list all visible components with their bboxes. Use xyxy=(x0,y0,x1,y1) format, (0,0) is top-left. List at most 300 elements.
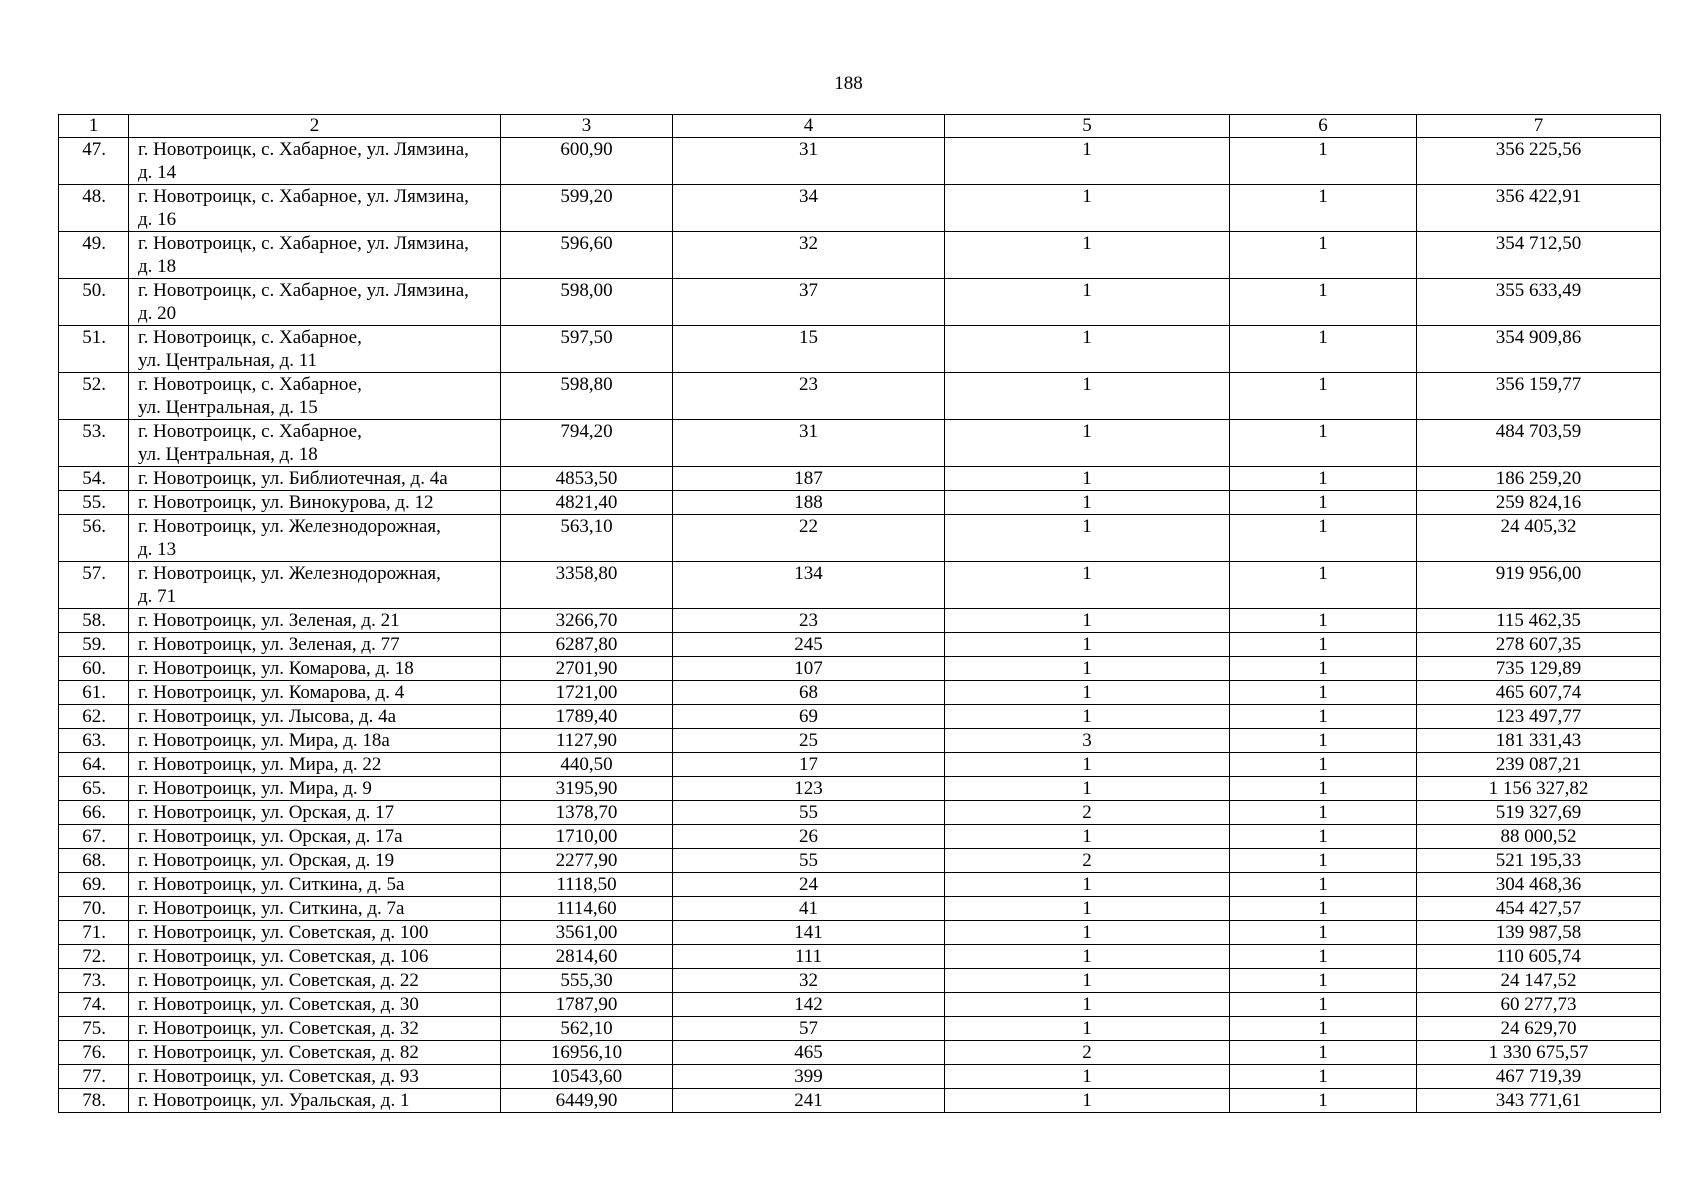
row-number-cell: 61. xyxy=(59,681,129,705)
area-cell: 598,80 xyxy=(501,373,673,420)
row-number-cell: 59. xyxy=(59,633,129,657)
amount-cell: 355 633,49 xyxy=(1417,279,1661,326)
area-cell: 1721,00 xyxy=(501,681,673,705)
table-row xyxy=(59,1089,1661,1113)
column-6-cell: 1 xyxy=(1230,777,1417,801)
column-5-cell: 1 xyxy=(945,138,1230,185)
table-row xyxy=(59,420,1661,467)
table-row xyxy=(59,467,1661,491)
area-cell: 2701,90 xyxy=(501,657,673,681)
amount-cell: 454 427,57 xyxy=(1417,897,1661,921)
column-4-cell: 32 xyxy=(673,969,945,993)
address-cell xyxy=(129,825,501,849)
amount-cell: 304 468,36 xyxy=(1417,873,1661,897)
column-6-cell: 1 xyxy=(1230,873,1417,897)
address-line: г. Новотроицк, ул. Комарова, д. 18 xyxy=(138,658,414,679)
column-5-cell: 1 xyxy=(945,921,1230,945)
area-cell: 3561,00 xyxy=(501,921,673,945)
row-number-cell: 73. xyxy=(59,969,129,993)
address-line: г. Новотроицк, ул. Советская, д. 93 xyxy=(138,1066,419,1087)
amount-cell: 1 156 327,82 xyxy=(1417,777,1661,801)
amount-cell: 259 824,16 xyxy=(1417,491,1661,515)
row-number-cell: 74. xyxy=(59,993,129,1017)
amount-cell: 24 405,32 xyxy=(1417,515,1661,562)
row-number-cell: 65. xyxy=(59,777,129,801)
column-6-cell: 1 xyxy=(1230,849,1417,873)
table-row xyxy=(59,609,1661,633)
address-line: г. Новотроицк, ул. Ситкина, д. 5а xyxy=(138,874,405,895)
column-4-cell: 34 xyxy=(673,185,945,232)
column-5-cell: 1 xyxy=(945,420,1230,467)
amount-cell: 24 147,52 xyxy=(1417,969,1661,993)
row-number-cell: 75. xyxy=(59,1017,129,1041)
column-5-cell: 1 xyxy=(945,945,1230,969)
address-cell xyxy=(129,705,501,729)
amount-cell: 354 909,86 xyxy=(1417,326,1661,373)
column-6-cell: 1 xyxy=(1230,232,1417,279)
row-number-cell: 47. xyxy=(59,138,129,185)
column-5-cell: 1 xyxy=(945,825,1230,849)
area-cell: 597,50 xyxy=(501,326,673,373)
address-cell xyxy=(129,921,501,945)
area-cell: 1118,50 xyxy=(501,873,673,897)
area-cell: 1127,90 xyxy=(501,729,673,753)
row-number-cell: 49. xyxy=(59,232,129,279)
amount-cell: 465 607,74 xyxy=(1417,681,1661,705)
column-6-cell: 1 xyxy=(1230,753,1417,777)
area-cell: 794,20 xyxy=(501,420,673,467)
column-4-cell: 25 xyxy=(673,729,945,753)
address-cell xyxy=(129,873,501,897)
row-number-cell: 50. xyxy=(59,279,129,326)
column-4-cell: 15 xyxy=(673,326,945,373)
row-number-cell: 53. xyxy=(59,420,129,467)
address-cell xyxy=(129,897,501,921)
area-cell: 600,90 xyxy=(501,138,673,185)
table-row xyxy=(59,1017,1661,1041)
table-row xyxy=(59,326,1661,373)
address-cell xyxy=(129,657,501,681)
address-line: д. 20 xyxy=(138,303,177,324)
address-cell xyxy=(129,1017,501,1041)
table-row xyxy=(59,138,1661,185)
column-4-cell: 141 xyxy=(673,921,945,945)
address-line: г. Новотроицк, ул. Железнодорожная, xyxy=(138,563,441,584)
column-4-cell: 22 xyxy=(673,515,945,562)
address-cell xyxy=(129,373,501,420)
column-5-cell: 2 xyxy=(945,849,1230,873)
amount-cell: 343 771,61 xyxy=(1417,1089,1661,1113)
area-cell: 16956,10 xyxy=(501,1041,673,1065)
amount-cell: 521 195,33 xyxy=(1417,849,1661,873)
address-line: г. Новотроицк, ул. Орская, д. 19 xyxy=(138,850,395,871)
area-cell: 3358,80 xyxy=(501,562,673,609)
column-4-cell: 399 xyxy=(673,1065,945,1089)
area-cell: 1787,90 xyxy=(501,993,673,1017)
amount-cell: 735 129,89 xyxy=(1417,657,1661,681)
address-line: г. Новотроицк, ул. Советская, д. 32 xyxy=(138,1018,419,1039)
address-line: д. 16 xyxy=(138,209,177,230)
area-cell: 1378,70 xyxy=(501,801,673,825)
address-line: г. Новотроицк, ул. Советская, д. 30 xyxy=(138,994,419,1015)
column-4-cell: 241 xyxy=(673,1089,945,1113)
table-row xyxy=(59,279,1661,326)
column-6-cell: 1 xyxy=(1230,185,1417,232)
address-line: ул. Центральная, д. 18 xyxy=(138,444,318,465)
column-6-cell: 1 xyxy=(1230,420,1417,467)
table-body xyxy=(59,115,1661,1113)
address-line: д. 18 xyxy=(138,256,177,277)
address-line: г. Новотроицк, ул. Мира, д. 22 xyxy=(138,754,382,775)
column-header: 1 xyxy=(59,115,129,138)
area-cell: 596,60 xyxy=(501,232,673,279)
address-line: д. 14 xyxy=(138,162,177,183)
table-row xyxy=(59,1041,1661,1065)
row-number-cell: 48. xyxy=(59,185,129,232)
column-6-cell: 1 xyxy=(1230,945,1417,969)
area-cell: 1114,60 xyxy=(501,897,673,921)
area-cell: 6287,80 xyxy=(501,633,673,657)
column-6-cell: 1 xyxy=(1230,633,1417,657)
column-6-cell: 1 xyxy=(1230,138,1417,185)
column-6-cell: 1 xyxy=(1230,467,1417,491)
column-6-cell: 1 xyxy=(1230,729,1417,753)
address-line: г. Новотроицк, с. Хабарное, xyxy=(138,421,362,442)
address-cell xyxy=(129,1041,501,1065)
column-6-cell: 1 xyxy=(1230,921,1417,945)
amount-cell: 1 330 675,57 xyxy=(1417,1041,1661,1065)
column-4-cell: 41 xyxy=(673,897,945,921)
column-6-cell: 1 xyxy=(1230,1065,1417,1089)
column-4-cell: 69 xyxy=(673,705,945,729)
column-4-cell: 187 xyxy=(673,467,945,491)
address-cell xyxy=(129,491,501,515)
area-cell: 598,00 xyxy=(501,279,673,326)
area-cell: 2814,60 xyxy=(501,945,673,969)
column-5-cell: 1 xyxy=(945,705,1230,729)
address-cell xyxy=(129,993,501,1017)
row-number-cell: 63. xyxy=(59,729,129,753)
address-cell xyxy=(129,232,501,279)
column-4-cell: 37 xyxy=(673,279,945,326)
address-cell xyxy=(129,969,501,993)
column-4-cell: 68 xyxy=(673,681,945,705)
column-5-cell: 1 xyxy=(945,1065,1230,1089)
column-4-cell: 55 xyxy=(673,801,945,825)
column-5-cell: 1 xyxy=(945,633,1230,657)
column-6-cell: 1 xyxy=(1230,491,1417,515)
row-number-cell: 60. xyxy=(59,657,129,681)
table-row xyxy=(59,801,1661,825)
area-cell: 1710,00 xyxy=(501,825,673,849)
column-4-cell: 134 xyxy=(673,562,945,609)
column-header: 7 xyxy=(1417,115,1661,138)
row-number-cell: 51. xyxy=(59,326,129,373)
table-row xyxy=(59,705,1661,729)
amount-cell: 181 331,43 xyxy=(1417,729,1661,753)
row-number-cell: 55. xyxy=(59,491,129,515)
address-line: г. Новотроицк, с. Хабарное, ул. Лямзина, xyxy=(138,280,469,301)
column-4-cell: 465 xyxy=(673,1041,945,1065)
address-line: г. Новотроицк, ул. Советская, д. 82 xyxy=(138,1042,419,1063)
table-row xyxy=(59,729,1661,753)
address-cell xyxy=(129,1089,501,1113)
address-line: г. Новотроицк, ул. Орская, д. 17 xyxy=(138,802,395,823)
amount-cell: 239 087,21 xyxy=(1417,753,1661,777)
column-4-cell: 31 xyxy=(673,138,945,185)
column-5-cell: 1 xyxy=(945,279,1230,326)
column-6-cell: 1 xyxy=(1230,801,1417,825)
table-row xyxy=(59,921,1661,945)
column-6-cell: 1 xyxy=(1230,825,1417,849)
address-cell xyxy=(129,633,501,657)
address-cell xyxy=(129,849,501,873)
area-cell: 4853,50 xyxy=(501,467,673,491)
table-row xyxy=(59,825,1661,849)
row-number-cell: 76. xyxy=(59,1041,129,1065)
header-row xyxy=(59,115,1661,138)
amount-cell: 467 719,39 xyxy=(1417,1065,1661,1089)
address-cell xyxy=(129,185,501,232)
address-cell xyxy=(129,326,501,373)
column-5-cell: 1 xyxy=(945,681,1230,705)
row-number-cell: 78. xyxy=(59,1089,129,1113)
column-5-cell: 1 xyxy=(945,491,1230,515)
column-4-cell: 55 xyxy=(673,849,945,873)
row-number-cell: 64. xyxy=(59,753,129,777)
column-5-cell: 2 xyxy=(945,801,1230,825)
row-number-cell: 72. xyxy=(59,945,129,969)
housing-table xyxy=(58,114,1661,1113)
address-line: ул. Центральная, д. 11 xyxy=(138,350,318,371)
address-line: г. Новотроицк, ул. Винокурова, д. 12 xyxy=(138,492,434,513)
address-line: г. Новотроицк, ул. Лысова, д. 4а xyxy=(138,706,397,727)
table-row xyxy=(59,232,1661,279)
address-line: г. Новотроицк, ул. Советская, д. 106 xyxy=(138,946,429,967)
column-6-cell: 1 xyxy=(1230,705,1417,729)
address-cell xyxy=(129,777,501,801)
column-4-cell: 17 xyxy=(673,753,945,777)
amount-cell: 88 000,52 xyxy=(1417,825,1661,849)
address-line: д. 71 xyxy=(138,586,177,607)
amount-cell: 115 462,35 xyxy=(1417,609,1661,633)
row-number-cell: 67. xyxy=(59,825,129,849)
address-line: г. Новотроицк, с. Хабарное, xyxy=(138,374,362,395)
address-cell xyxy=(129,1065,501,1089)
column-4-cell: 111 xyxy=(673,945,945,969)
area-cell: 440,50 xyxy=(501,753,673,777)
column-5-cell: 1 xyxy=(945,1017,1230,1041)
column-4-cell: 31 xyxy=(673,420,945,467)
address-line: г. Новотроицк, ул. Мира, д. 9 xyxy=(138,778,372,799)
table-row xyxy=(59,373,1661,420)
page-number: 188 xyxy=(834,73,863,94)
address-cell xyxy=(129,801,501,825)
column-5-cell: 2 xyxy=(945,1041,1230,1065)
table-row xyxy=(59,873,1661,897)
address-line: г. Новотроицк, с. Хабарное, ул. Лямзина, xyxy=(138,139,469,160)
address-line: г. Новотроицк, ул. Мира, д. 18а xyxy=(138,730,390,751)
amount-cell: 110 605,74 xyxy=(1417,945,1661,969)
column-4-cell: 32 xyxy=(673,232,945,279)
table-row xyxy=(59,945,1661,969)
column-5-cell: 1 xyxy=(945,897,1230,921)
area-cell: 10543,60 xyxy=(501,1065,673,1089)
address-cell xyxy=(129,681,501,705)
column-4-cell: 23 xyxy=(673,373,945,420)
column-header: 5 xyxy=(945,115,1230,138)
area-cell: 1789,40 xyxy=(501,705,673,729)
column-4-cell: 123 xyxy=(673,777,945,801)
address-cell xyxy=(129,562,501,609)
address-cell xyxy=(129,753,501,777)
address-cell xyxy=(129,945,501,969)
column-header: 6 xyxy=(1230,115,1417,138)
table-row xyxy=(59,1065,1661,1089)
column-5-cell: 1 xyxy=(945,753,1230,777)
address-cell xyxy=(129,515,501,562)
table-row xyxy=(59,849,1661,873)
address-line: г. Новотроицк, ул. Зеленая, д. 77 xyxy=(138,634,400,655)
table-row xyxy=(59,969,1661,993)
column-5-cell: 1 xyxy=(945,993,1230,1017)
row-number-cell: 70. xyxy=(59,897,129,921)
amount-cell: 139 987,58 xyxy=(1417,921,1661,945)
column-5-cell: 1 xyxy=(945,326,1230,373)
address-cell xyxy=(129,609,501,633)
column-6-cell: 1 xyxy=(1230,681,1417,705)
column-header: 2 xyxy=(129,115,501,138)
address-cell xyxy=(129,138,501,185)
table-row xyxy=(59,491,1661,515)
column-5-cell: 1 xyxy=(945,232,1230,279)
column-5-cell: 1 xyxy=(945,373,1230,420)
address-line: д. 13 xyxy=(138,539,177,560)
area-cell: 555,30 xyxy=(501,969,673,993)
row-number-cell: 52. xyxy=(59,373,129,420)
address-cell xyxy=(129,729,501,753)
row-number-cell: 69. xyxy=(59,873,129,897)
address-cell xyxy=(129,467,501,491)
amount-cell: 123 497,77 xyxy=(1417,705,1661,729)
address-line: г. Новотроицк, ул. Советская, д. 22 xyxy=(138,970,419,991)
address-line: г. Новотроицк, ул. Зеленая, д. 21 xyxy=(138,610,400,631)
column-5-cell: 1 xyxy=(945,657,1230,681)
column-6-cell: 1 xyxy=(1230,1089,1417,1113)
table-row xyxy=(59,681,1661,705)
address-line: г. Новотроицк, ул. Уральская, д. 1 xyxy=(138,1090,410,1111)
column-5-cell: 1 xyxy=(945,1089,1230,1113)
amount-cell: 278 607,35 xyxy=(1417,633,1661,657)
column-6-cell: 1 xyxy=(1230,562,1417,609)
amount-cell: 356 225,56 xyxy=(1417,138,1661,185)
column-5-cell: 1 xyxy=(945,777,1230,801)
address-cell xyxy=(129,420,501,467)
area-cell: 6449,90 xyxy=(501,1089,673,1113)
column-6-cell: 1 xyxy=(1230,657,1417,681)
address-line: г. Новотроицк, ул. Комарова, д. 4 xyxy=(138,682,405,703)
column-6-cell: 1 xyxy=(1230,279,1417,326)
area-cell: 599,20 xyxy=(501,185,673,232)
column-4-cell: 23 xyxy=(673,609,945,633)
address-line: г. Новотроицк, с. Хабарное, ул. Лямзина, xyxy=(138,186,469,207)
table-row xyxy=(59,753,1661,777)
row-number-cell: 66. xyxy=(59,801,129,825)
area-cell: 562,10 xyxy=(501,1017,673,1041)
address-cell xyxy=(129,279,501,326)
column-6-cell: 1 xyxy=(1230,897,1417,921)
column-5-cell: 1 xyxy=(945,185,1230,232)
address-line: г. Новотроицк, ул. Библиотечная, д. 4а xyxy=(138,468,448,489)
column-header: 3 xyxy=(501,115,673,138)
area-cell: 2277,90 xyxy=(501,849,673,873)
area-cell: 563,10 xyxy=(501,515,673,562)
column-5-cell: 3 xyxy=(945,729,1230,753)
column-5-cell: 1 xyxy=(945,609,1230,633)
amount-cell: 919 956,00 xyxy=(1417,562,1661,609)
row-number-cell: 57. xyxy=(59,562,129,609)
column-6-cell: 1 xyxy=(1230,1017,1417,1041)
amount-cell: 60 277,73 xyxy=(1417,993,1661,1017)
column-5-cell: 1 xyxy=(945,515,1230,562)
area-cell: 4821,40 xyxy=(501,491,673,515)
address-line: г. Новотроицк, с. Хабарное, xyxy=(138,327,362,348)
row-number-cell: 58. xyxy=(59,609,129,633)
address-line: г. Новотроицк, ул. Ситкина, д. 7а xyxy=(138,898,405,919)
row-number-cell: 71. xyxy=(59,921,129,945)
table-row xyxy=(59,657,1661,681)
address-line: г. Новотроицк, с. Хабарное, ул. Лямзина, xyxy=(138,233,469,254)
column-6-cell: 1 xyxy=(1230,326,1417,373)
table-row xyxy=(59,993,1661,1017)
column-4-cell: 107 xyxy=(673,657,945,681)
column-6-cell: 1 xyxy=(1230,609,1417,633)
amount-cell: 24 629,70 xyxy=(1417,1017,1661,1041)
amount-cell: 519 327,69 xyxy=(1417,801,1661,825)
column-4-cell: 24 xyxy=(673,873,945,897)
row-number-cell: 62. xyxy=(59,705,129,729)
address-line: г. Новотроицк, ул. Железнодорожная, xyxy=(138,516,441,537)
column-5-cell: 1 xyxy=(945,467,1230,491)
column-4-cell: 188 xyxy=(673,491,945,515)
table-row xyxy=(59,897,1661,921)
column-4-cell: 26 xyxy=(673,825,945,849)
column-6-cell: 1 xyxy=(1230,969,1417,993)
column-6-cell: 1 xyxy=(1230,515,1417,562)
column-6-cell: 1 xyxy=(1230,993,1417,1017)
row-number-cell: 54. xyxy=(59,467,129,491)
area-cell: 3266,70 xyxy=(501,609,673,633)
table-row xyxy=(59,633,1661,657)
area-cell: 3195,90 xyxy=(501,777,673,801)
amount-cell: 354 712,50 xyxy=(1417,232,1661,279)
row-number-cell: 77. xyxy=(59,1065,129,1089)
column-5-cell: 1 xyxy=(945,562,1230,609)
table-row xyxy=(59,777,1661,801)
column-4-cell: 142 xyxy=(673,993,945,1017)
table-row xyxy=(59,515,1661,562)
amount-cell: 356 422,91 xyxy=(1417,185,1661,232)
row-number-cell: 68. xyxy=(59,849,129,873)
amount-cell: 484 703,59 xyxy=(1417,420,1661,467)
address-line: г. Новотроицк, ул. Советская, д. 100 xyxy=(138,922,429,943)
table-row xyxy=(59,562,1661,609)
column-header: 4 xyxy=(673,115,945,138)
address-line: г. Новотроицк, ул. Орская, д. 17а xyxy=(138,826,403,847)
amount-cell: 356 159,77 xyxy=(1417,373,1661,420)
column-4-cell: 245 xyxy=(673,633,945,657)
amount-cell: 186 259,20 xyxy=(1417,467,1661,491)
